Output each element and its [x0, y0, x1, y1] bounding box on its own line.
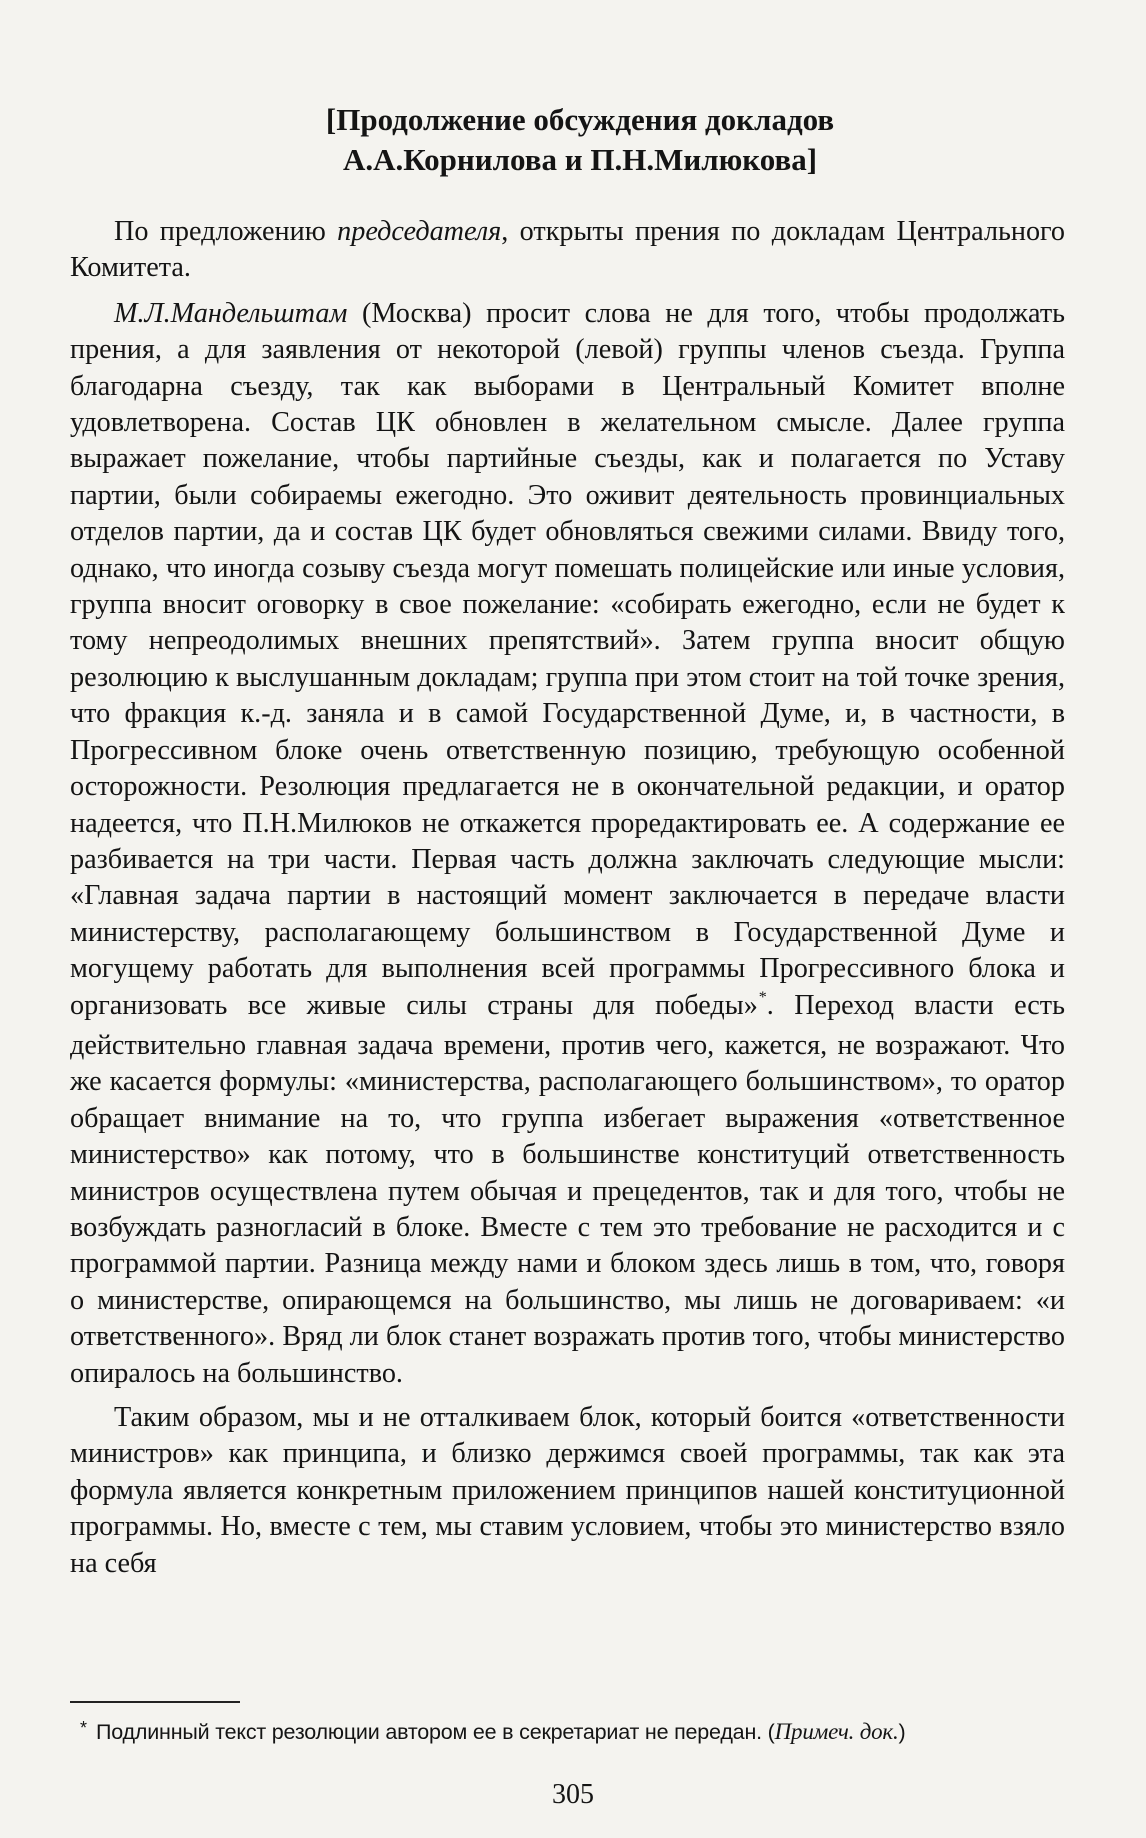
footnote: [80, 1718, 1066, 1746]
paragraph-1: [70, 214, 1065, 287]
footnote-divider: [70, 1701, 240, 1703]
heading-line-1: [Продолжение обсуждения докладов: [325, 102, 835, 137]
footnote-star: *: [80, 1718, 87, 1738]
paragraph-2-text-a: (Москва) просит слова не для того, чтобы продолжать прения, а для заявления от некоторой (левой) группы членов съезда. Группа благодарна съезду, так как выборами в Центральный Комитет вполне удовлетворена. Состав ЦК обновлен в желательном смысле. Далее группа выражает пожелание, чтобы партийные съезды, как и полагается по Уставу партии, были собираемы ежегодно. Это оживит деятельность провинциальных отделов партии, да и состав ЦК будет обновляться свежими силами. Ввиду того, однако, что иногда созыву съезда могут помешать полицейские или иные условия, группа вносит оговорку в свое пожелание: «собирать ежегодно, если не будет к тому непреодолимых внешних препятствий». Затем группа вносит общую резолюцию к выслушанным докладам; группа при этом стоит на той точке зрения, что фракция к.-д. заняла и в самой Государственной Думе, и, в частности, в Прогрессивном блоке очень ответственную позицию, требующую особенной осторожности. Резолюция предлагается не в окончательной редакции, и оратор надеется, что П.Н.Милюков не откажется проредактировать ее. А содержание ее разбивается на три части. Первая часть должна заключать следующие мысли: «Главная задача партии в настоящий момент заключается в передаче власти министерству, располагающему большинством в Государственной Думе и могущему работать для выполнения всей программы Прогрессивного блока и организовать все живые силы страны для победы»: [70, 297, 1065, 1021]
paragraph-2: [70, 296, 1065, 1392]
page-number: 305: [552, 1779, 594, 1810]
footnote-close: ): [898, 1720, 906, 1744]
body-text: [70, 214, 1065, 1591]
heading-line-2: А.А.Корнилова и П.Н.Милюкова]: [342, 142, 818, 177]
footnote-text: Подлинный текст резолюции автором ее в секретариат не передан. (: [96, 1720, 775, 1744]
footnote-editor-note: Примеч. док.: [774, 1719, 899, 1744]
footnote-marker: *: [758, 988, 767, 1006]
paragraph-2-text-b: . Переход власти есть действительно главная задача времени, против чего, кажется, не возражают. Что же касается формулы: «министерства, располагающего большинством», то оратор обращает внимание на то, что группа избегает выражения «ответственное министерство» как потому, что в большинстве конституций ответственность министров осуществлена путем обычая и прецедентов, так и для того, чтобы не возбуждать разногласий в блоке. Вместе с тем это требование не расходится и с программой партии. Разница между нами и блоком здесь лишь в том, что, говоря о министерстве, опирающемся на большинство, мы лишь не договариваем: «и ответственного». Вряд ли блок станет возражать против того, чтобы министерство опиралось на большинство.: [70, 989, 1065, 1389]
paragraph-3: Таким образом, мы и не отталкиваем блок, который боится «ответственности министров» как принципа, и близко держимся своей программы, так как эта формула является конкретным приложением принципов нашей конституционной программы. Но, вместе с тем, мы ставим условием, чтобы это министерство взяло на себя: [70, 1402, 1065, 1579]
paragraph-1-before: По предложению: [114, 216, 338, 247]
section-heading: [230, 100, 930, 180]
chairman-term: председателя: [337, 216, 502, 247]
speaker-name: М.Л.Мандельштам: [114, 297, 348, 329]
paragraph-1-after: , открыты прения по докладам Центрального Комитета.: [70, 216, 1065, 284]
